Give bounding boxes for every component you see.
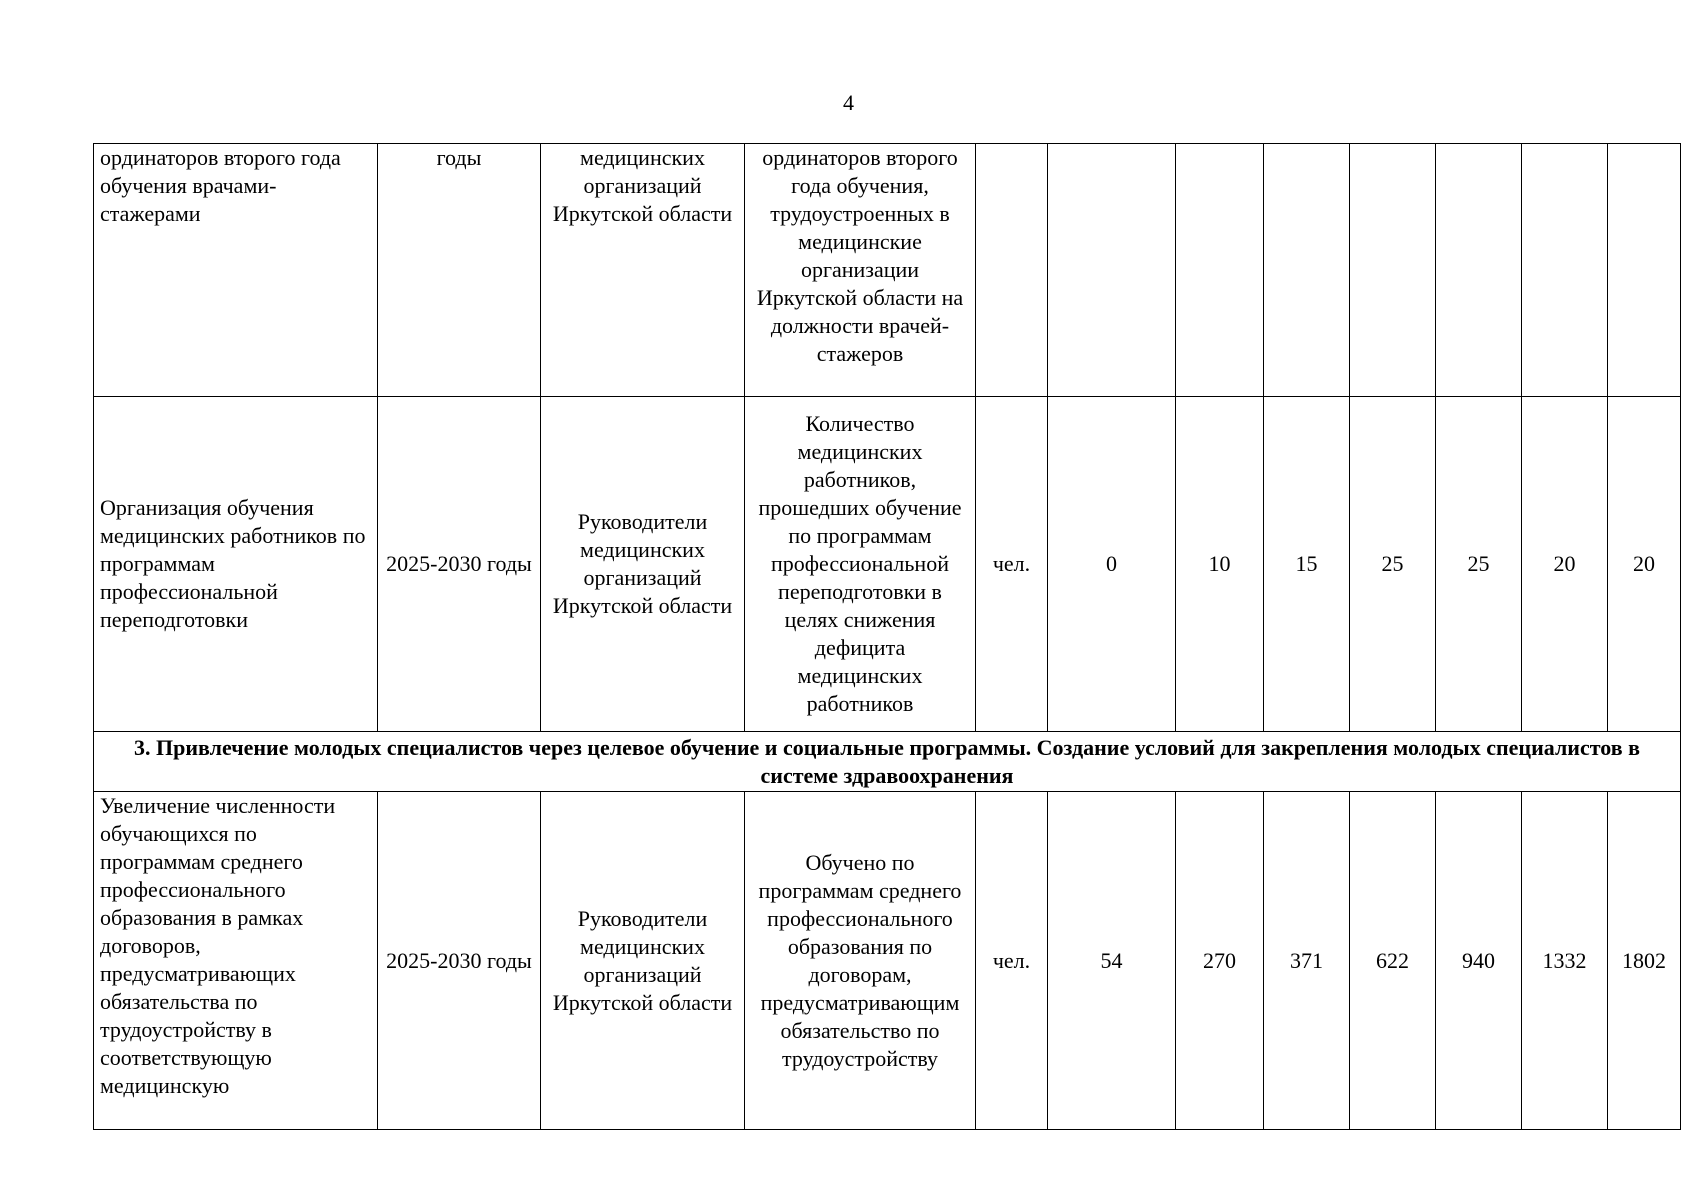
activity-cell: Организация обучения медицинских работников по программам профессиональной переподготовки: [94, 397, 378, 732]
value-cell: 622: [1350, 792, 1436, 1130]
value-cell: 0: [1048, 397, 1176, 732]
period-cell: годы: [378, 144, 541, 397]
section-heading: 3. Привлечение молодых специалистов через целевое обучение и социальные программы. Создание условий для закрепления молодых специалистов в системе здравоохранения: [94, 732, 1681, 792]
value-cell: [1048, 144, 1176, 397]
indicator-cell: ординаторов второго года обучения, трудоустроенных в медицинские организации Иркутской области на должности врачей-стажеров: [745, 144, 976, 397]
table-row: [94, 144, 1681, 397]
indicator-cell: Обучено по программам среднего профессионального образования по договорам, предусматривающим обязательство по трудоустройству: [745, 792, 976, 1130]
indicator-cell: Количество медицинских работников, прошедших обучение по программам профессиональной переподготовки в целях снижения дефицита медицинских работников: [745, 397, 976, 732]
value-cell: [1608, 144, 1681, 397]
unit-cell: чел.: [976, 397, 1048, 732]
value-cell: 270: [1176, 792, 1264, 1130]
value-cell: 20: [1608, 397, 1681, 732]
value-cell: 25: [1350, 397, 1436, 732]
value-cell: [1522, 144, 1608, 397]
value-cell: 25: [1436, 397, 1522, 732]
responsible-cell: медицинских организаций Иркутской области: [541, 144, 745, 397]
responsible-cell: Руководители медицинских организаций Иркутской области: [541, 397, 745, 732]
value-cell: [1264, 144, 1350, 397]
unit-cell: чел.: [976, 792, 1048, 1130]
value-cell: [1176, 144, 1264, 397]
section-row: [94, 732, 1681, 792]
value-cell: 1802: [1608, 792, 1681, 1130]
value-cell: [1350, 144, 1436, 397]
responsible-cell: Руководители медицинских организаций Иркутской области: [541, 792, 745, 1130]
value-cell: 940: [1436, 792, 1522, 1130]
activity-cell: Увеличение численности обучающихся по программам среднего профессионального образования в рамках договоров, предусматривающих обязательства по трудоустройству в соответствующую медицинскую: [94, 792, 378, 1130]
activities-table: [93, 143, 1681, 1130]
value-cell: 54: [1048, 792, 1176, 1130]
value-cell: 371: [1264, 792, 1350, 1130]
value-cell: 20: [1522, 397, 1608, 732]
value-cell: 15: [1264, 397, 1350, 732]
unit-cell: [976, 144, 1048, 397]
period-cell: 2025-2030 годы: [378, 792, 541, 1130]
period-cell: 2025-2030 годы: [378, 397, 541, 732]
value-cell: 10: [1176, 397, 1264, 732]
activity-cell: ординаторов второго года обучения врачами-стажерами: [94, 144, 378, 397]
table-row: [94, 397, 1681, 732]
value-cell: 1332: [1522, 792, 1608, 1130]
value-cell: [1436, 144, 1522, 397]
page-number: 4: [843, 90, 854, 115]
table-row: [94, 792, 1681, 1130]
